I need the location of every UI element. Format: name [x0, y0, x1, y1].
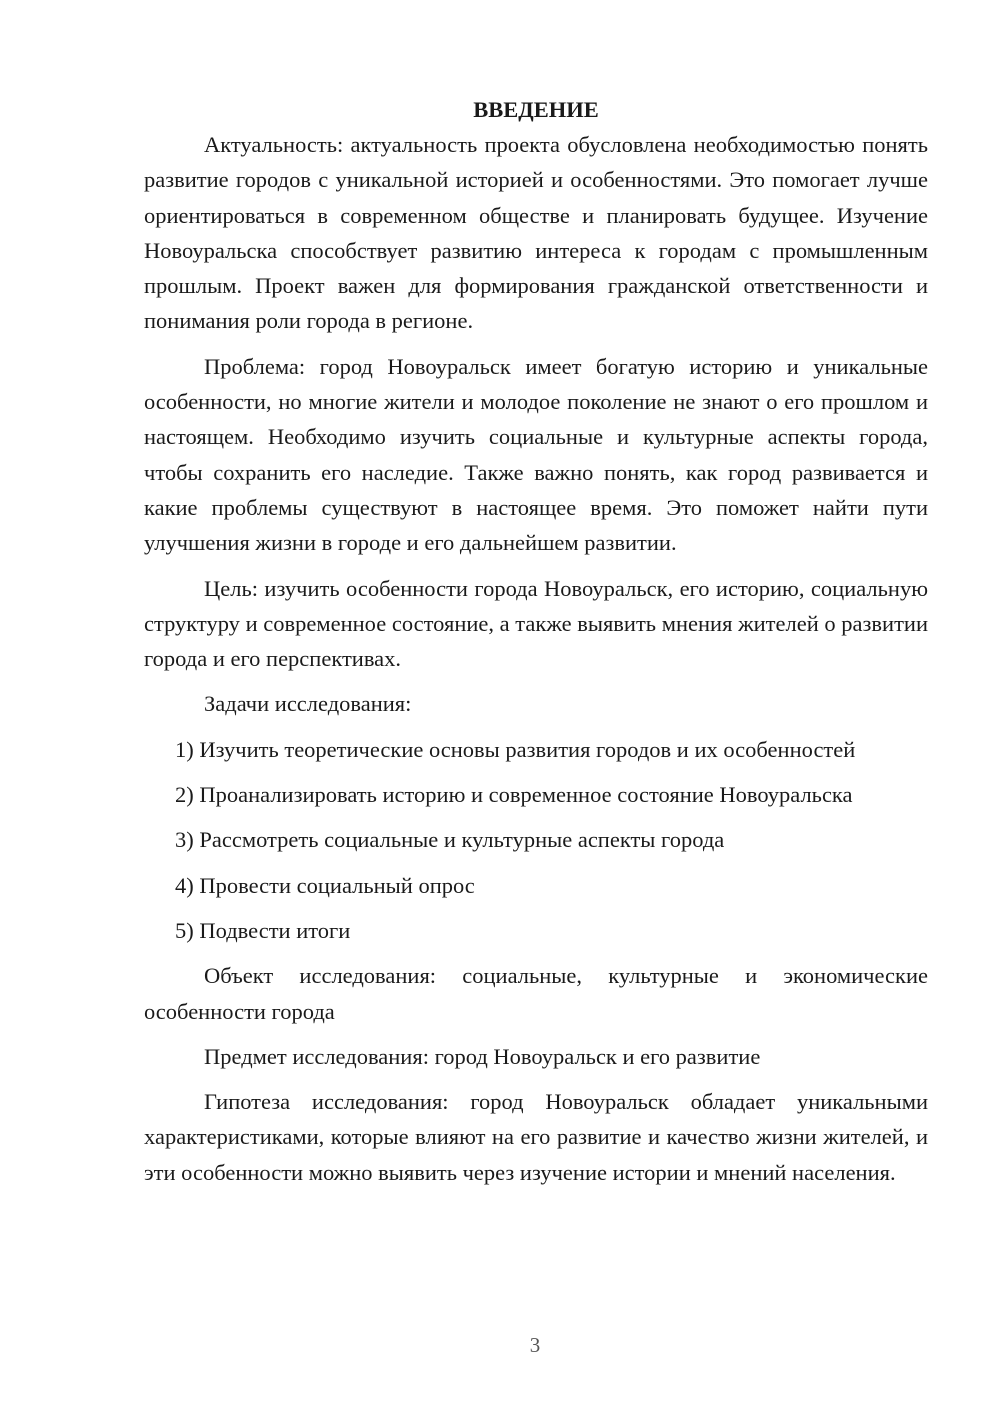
- task-item-1: 1) Изучить теоретические основы развития городов и их особенностей: [175, 736, 856, 762]
- paragraph-relevance: Актуальность: актуальность проекта обусловлена необходимостью понять развитие городов с уникальной историей и особенностями. Это помогает лучше ориентироваться в современном обществе и планировать будущее. Изучение Новоуральска способствует развитию интереса к городам с промышленным прошлым. Проект важен для формирования гражданской ответственности и понимания роли города в регионе.: [144, 132, 928, 334]
- page-content: [144, 92, 928, 1190]
- task-item-2: 2) Проанализировать историю и современное состояние Новоуральска: [175, 782, 853, 808]
- paragraph-object: Объект исследования: социальные, культурные и экономические особенности города: [144, 963, 928, 1024]
- page-title: ВВЕДЕНИЕ: [473, 97, 599, 122]
- paragraph-goal: Цель: изучить особенности города Новоуральск, его историю, социальную структуру и современное состояние, а также выявить мнения жителей о развитии города и его перспективах.: [144, 575, 928, 672]
- task-item-4: 4) Провести социальный опрос: [175, 872, 475, 898]
- tasks-heading: Задачи исследования:: [204, 691, 412, 717]
- page-number: 3: [529, 1333, 541, 1357]
- paragraph-hypothesis: Гипотеза исследования: город Новоуральск обладает уникальными характеристиками, которые влияют на его развитие и качество жизни жителей, и эти особенности можно выявить через изучение истории и мнений населения.: [144, 1089, 928, 1185]
- task-item-3: 3) Рассмотреть социальные и культурные аспекты города: [175, 827, 725, 853]
- paragraph-problem: Проблема: город Новоуральск имеет богатую историю и уникальные особенности, но многие жители и молодое поколение не знают о его прошлом и настоящем. Необходимо изучить социальные и культурные аспекты города, чтобы сохранить его наследие. Также важно понять, как город развивается и какие проблемы существуют в настоящее время. Это поможет найти пути улучшения жизни в городе и его дальнейшем развитии.: [144, 353, 928, 556]
- task-item-5: 5) Подвести итоги: [175, 917, 351, 943]
- paragraph-subject: Предмет исследования: город Новоуральск и его развитие: [204, 1043, 761, 1069]
